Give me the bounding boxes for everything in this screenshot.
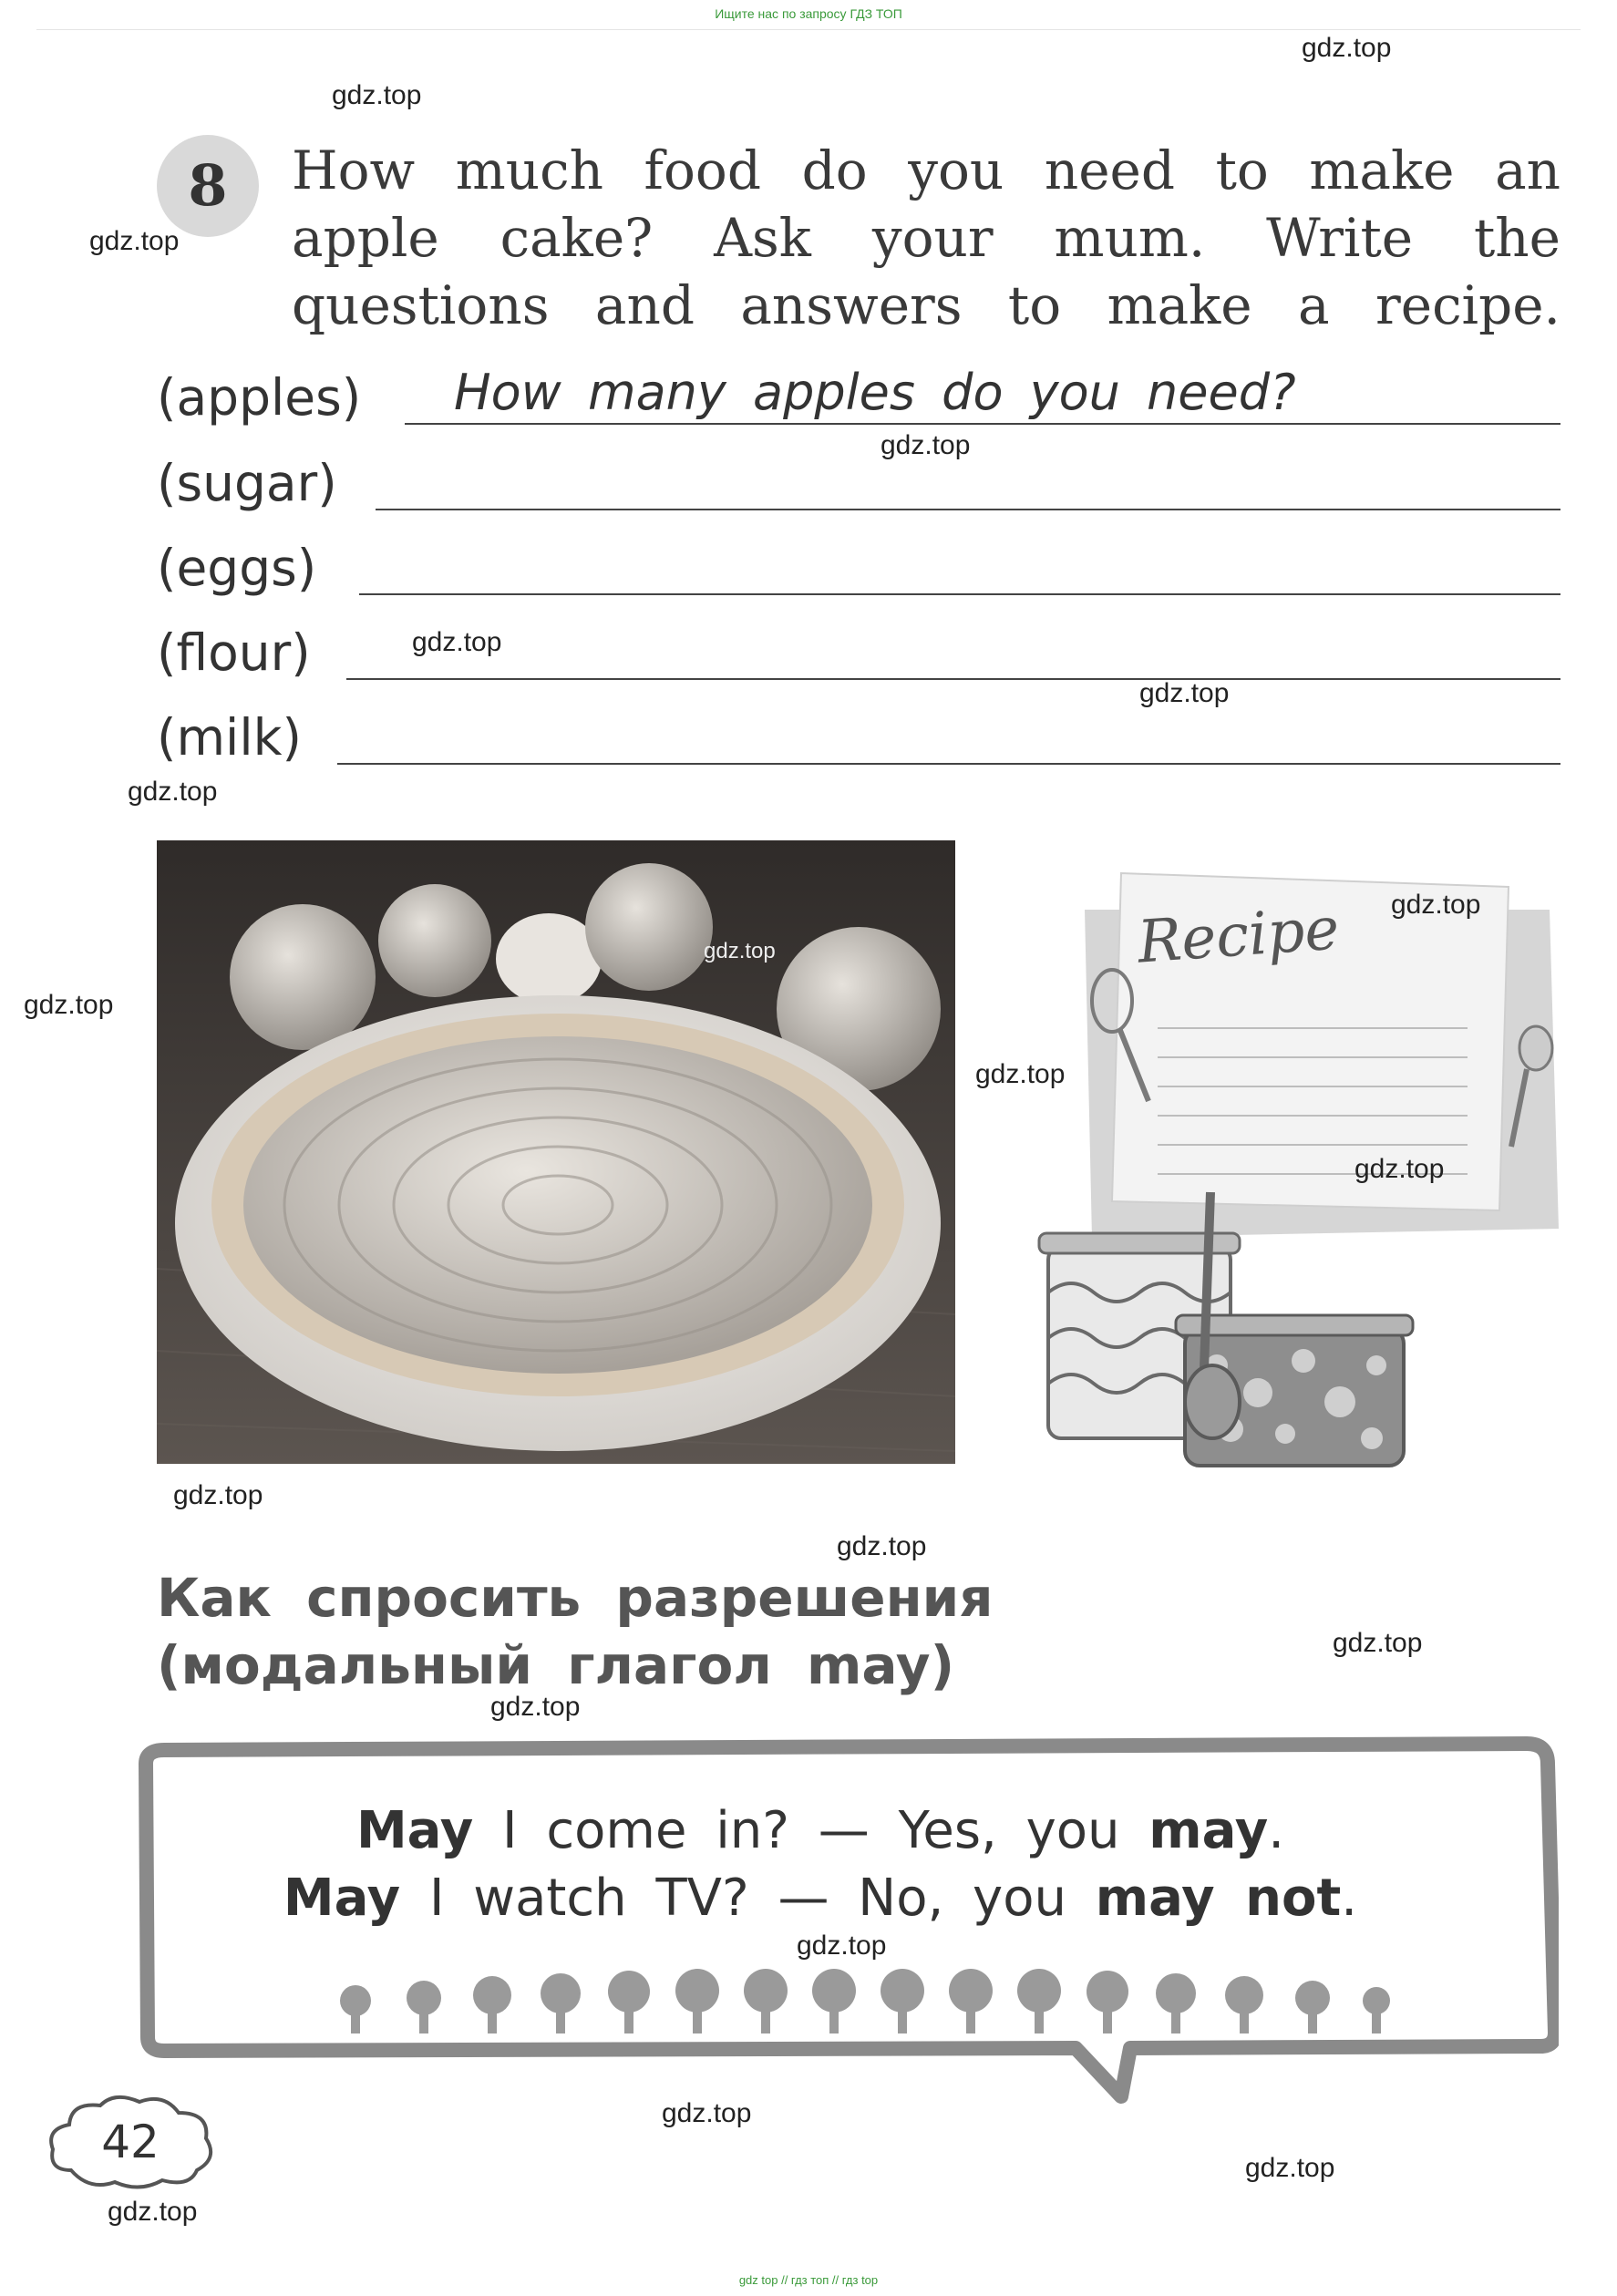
answer-text: How many apples do you need? bbox=[454, 364, 1296, 421]
example-line-1 bbox=[182, 1801, 1458, 1860]
row-label: (flour) bbox=[157, 623, 311, 682]
answer-row-flour bbox=[157, 618, 1560, 691]
apple-pie-illustration bbox=[157, 840, 955, 1464]
section-title-line-2: (модальный глагол may) bbox=[157, 1634, 955, 1696]
task-line-2: apple cake? Ask your mum. Write the bbox=[292, 207, 1560, 269]
watermark[interactable]: gdz.top bbox=[1391, 890, 1481, 920]
answer-line[interactable] bbox=[376, 509, 1560, 510]
section-title bbox=[157, 1564, 994, 1699]
watermark[interactable]: gdz.top bbox=[1139, 678, 1230, 708]
watermark[interactable]: gdz.top bbox=[662, 2098, 752, 2128]
answer-line[interactable] bbox=[405, 423, 1560, 425]
example-line-2-end: . bbox=[1341, 1869, 1358, 1928]
answer-row-eggs bbox=[157, 533, 1560, 606]
watermark[interactable]: gdz.top bbox=[1354, 1154, 1445, 1184]
watermark[interactable]: gdz.top bbox=[24, 990, 114, 1020]
example-line-1-text: I come in? — Yes, you bbox=[473, 1801, 1149, 1860]
answer-line[interactable] bbox=[346, 678, 1560, 680]
section-title-line-1: Как спросить разрешения bbox=[157, 1567, 994, 1629]
example-line-1-end: . bbox=[1268, 1801, 1285, 1860]
example-line-1-may: May bbox=[355, 1801, 474, 1860]
example-line-2-may-not: may not bbox=[1095, 1869, 1342, 1928]
watermark[interactable]: gdz.top bbox=[1302, 33, 1392, 63]
watermark[interactable]: gdz.top bbox=[332, 80, 422, 110]
footer-links[interactable]: gdz top // гдз топ // гдз top bbox=[738, 2273, 879, 2287]
watermark[interactable]: gdz.top bbox=[837, 1531, 927, 1561]
example-line-1-may-answer: may bbox=[1148, 1801, 1269, 1860]
task-instructions bbox=[292, 137, 1560, 339]
task-line-1: How much food do you need to make an bbox=[292, 139, 1560, 201]
watermark[interactable]: gdz.top bbox=[412, 627, 502, 657]
top-banner[interactable]: Ищите нас по запросу ГДЗ ТОП bbox=[715, 6, 902, 21]
row-label: (apples) bbox=[157, 368, 362, 427]
watermark[interactable]: gdz.top bbox=[108, 2197, 198, 2227]
watermark[interactable]: gdz.top bbox=[490, 1692, 581, 1722]
watermark[interactable]: gdz.top bbox=[128, 777, 218, 807]
answer-row-apples bbox=[157, 363, 1560, 436]
task-number: 8 bbox=[188, 152, 228, 219]
watermark[interactable]: gdz.top bbox=[975, 1059, 1066, 1089]
watermark[interactable]: gdz.top bbox=[173, 1480, 263, 1510]
example-line-2-may: May bbox=[283, 1869, 401, 1928]
watermark[interactable]: gdz.top bbox=[1333, 1628, 1423, 1658]
page-number: 42 bbox=[101, 2116, 160, 2168]
top-divider bbox=[36, 29, 1581, 30]
answer-row-sugar bbox=[157, 448, 1560, 521]
watermark[interactable]: gdz.top bbox=[704, 939, 776, 963]
watermark[interactable]: gdz.top bbox=[881, 430, 971, 460]
example-line-2 bbox=[182, 1869, 1458, 1928]
answer-line[interactable] bbox=[359, 593, 1560, 595]
task-line-3: questions and answers to make a recipe. bbox=[292, 274, 1560, 336]
row-label: (eggs) bbox=[157, 539, 317, 597]
ladle-icon bbox=[1185, 1365, 1240, 1438]
watermark[interactable]: gdz.top bbox=[1245, 2153, 1335, 2183]
answer-row-milk bbox=[157, 703, 1560, 776]
watermark[interactable]: gdz.top bbox=[89, 226, 180, 256]
watermark[interactable]: gdz.top bbox=[797, 1930, 887, 1961]
spoon-icon bbox=[1519, 1026, 1552, 1070]
row-label: (sugar) bbox=[157, 454, 337, 512]
recipe-card-title: Recipe bbox=[1135, 895, 1342, 977]
apple-pie-photo bbox=[157, 840, 955, 1464]
example-line-2-text: I watch TV? — No, you bbox=[400, 1869, 1096, 1928]
row-label: (milk) bbox=[157, 708, 302, 767]
answer-line[interactable] bbox=[337, 763, 1560, 765]
